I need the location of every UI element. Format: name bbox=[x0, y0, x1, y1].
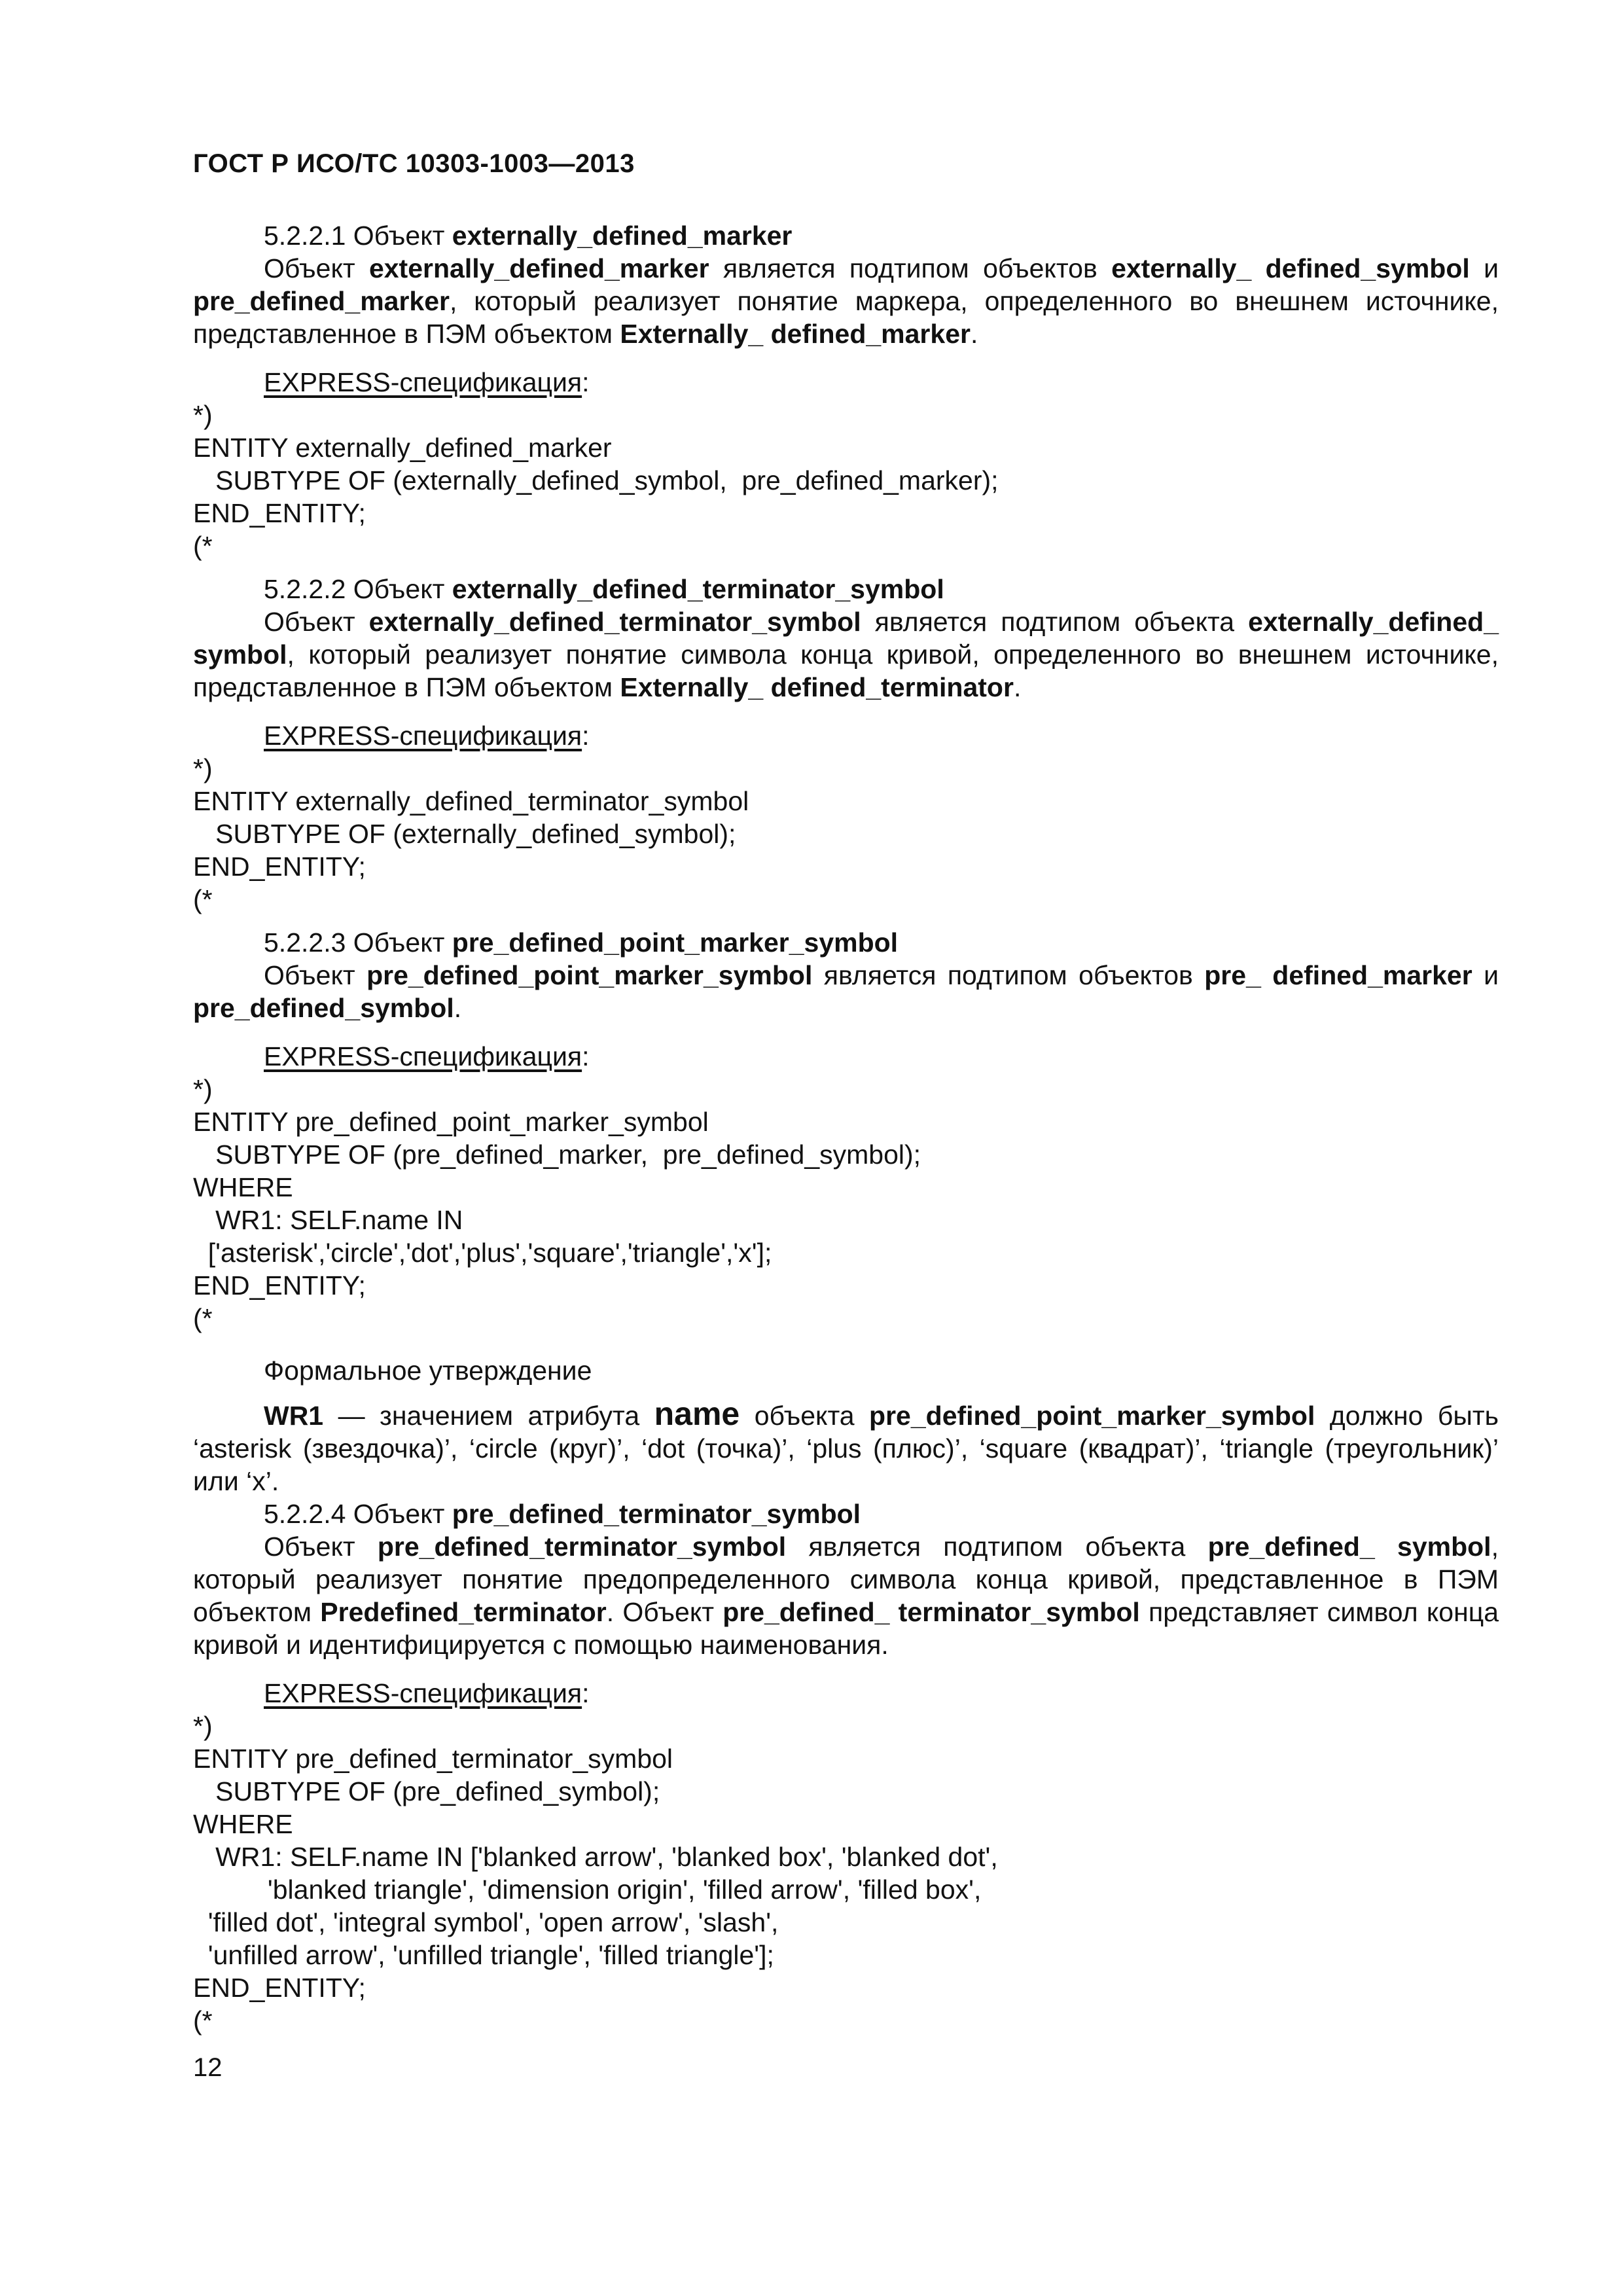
express-code-block: *) ENTITY externally_defined_terminator_symbol SUBTYPE OF (externally_defined_symbol); END_ENTITY; (* bbox=[193, 753, 749, 914]
entity-ref: pre_defined_terminator_symbol bbox=[377, 1532, 787, 1562]
formal-rule-paragraph bbox=[193, 1397, 1499, 1498]
express-label-text: EXPRESS-спецификация bbox=[264, 1041, 582, 1071]
text-run: , который реализует понятие предопределенного символа конца кривой, представленное в ПЭМ объектом bbox=[193, 1532, 1499, 1627]
heading-number: 5.2.2.4 Объект bbox=[264, 1499, 452, 1529]
label-colon: : bbox=[582, 1678, 590, 1708]
entity-ref: Predefined_terminator bbox=[320, 1597, 607, 1627]
heading-entity-name: externally_defined_marker bbox=[452, 221, 793, 251]
heading-number: 5.2.2.1 Объект bbox=[264, 221, 452, 251]
heading-entity-name: pre_defined_point_marker_symbol bbox=[452, 927, 899, 958]
section-heading-5-2-2-3 bbox=[193, 926, 1499, 959]
entity-ref: Externally_ defined_marker bbox=[620, 319, 971, 349]
express-spec-label bbox=[193, 1040, 1499, 1073]
heading-entity-name: externally_defined_terminator_symbol bbox=[452, 574, 944, 604]
express-code-block: *) ENTITY pre_defined_terminator_symbol SUBTYPE OF (pre_defined_symbol); WHERE WR1: SELF.name IN ['blanked arrow', 'blanked box', 'blanked dot', 'blanked triangle', 'dimension origin', 'filled arrow', 'filled box', 'filled dot', 'integral symbol', 'open arrow', 'slash', 'unfilled arrow', 'unfilled triangle', 'filled triangle']; END_ENTITY; (* bbox=[193, 1711, 998, 2036]
entity-ref: pre_defined_marker bbox=[193, 286, 450, 316]
express-spec-label bbox=[193, 366, 1499, 399]
entity-ref: pre_defined_ symbol bbox=[1207, 1532, 1491, 1562]
document-code-header: ГОСТ Р ИСО/ТС 10303-1003—2013 bbox=[193, 149, 635, 178]
text-run: и bbox=[1469, 253, 1499, 283]
page-content bbox=[193, 219, 1499, 2037]
express-label-text: EXPRESS-спецификация bbox=[264, 1678, 582, 1708]
text-run: является подтипом объекта bbox=[786, 1532, 1208, 1562]
text-run: является подтипом объектов bbox=[709, 253, 1112, 283]
entity-ref: pre_defined_ terminator_symbol bbox=[722, 1597, 1140, 1627]
heading-number: 5.2.2.3 Объект bbox=[264, 927, 452, 958]
entity-ref: externally_defined_marker bbox=[368, 253, 709, 283]
label-colon: : bbox=[582, 1041, 590, 1071]
text-run: Объект bbox=[264, 607, 369, 637]
page-number: 12 bbox=[193, 2053, 223, 2082]
text-run: . Объект bbox=[606, 1597, 723, 1627]
express-code-block: *) ENTITY externally_defined_marker SUBTYPE OF (externally_defined_symbol, pre_defined_marker); END_ENTITY; (* bbox=[193, 400, 999, 561]
text-run: должно быть ‘asterisk (звездочка)’, ‘circle (круг)’, ‘dot (точка)’, ‘plus (плюс)’, ‘square (квадрат)’, ‘triangle (треугольник)’ или ‘x’. bbox=[193, 1401, 1499, 1496]
text-run: представляет символ конца кривой и идентифицируется с помощью наименования. bbox=[193, 1597, 1499, 1660]
entity-ref: pre_defined_point_marker_symbol bbox=[869, 1401, 1315, 1431]
text-run: . bbox=[970, 319, 978, 349]
text-run: . bbox=[454, 993, 462, 1023]
section-heading-5-2-2-4 bbox=[193, 1498, 1499, 1530]
text-run: объекта bbox=[740, 1401, 870, 1431]
text-run: — значением атрибута bbox=[323, 1401, 654, 1431]
text-run: Объект bbox=[264, 1532, 378, 1562]
express-label-text: EXPRESS-спецификация bbox=[264, 367, 582, 397]
heading-entity-name: pre_defined_terminator_symbol bbox=[452, 1499, 861, 1529]
text-run: и bbox=[1472, 960, 1499, 990]
entity-ref: Externally_ defined_terminator bbox=[620, 672, 1014, 702]
section-paragraph bbox=[193, 252, 1499, 350]
section-heading-5-2-2-1 bbox=[193, 219, 1499, 252]
text-run: Объект bbox=[264, 253, 369, 283]
heading-number: 5.2.2.2 Объект bbox=[264, 574, 452, 604]
text-run: является подтипом объектов bbox=[812, 960, 1205, 990]
section-paragraph bbox=[193, 605, 1499, 704]
entity-ref: externally_ defined_symbol bbox=[1111, 253, 1470, 283]
express-spec-label bbox=[193, 1677, 1499, 1710]
rule-label: WR1 bbox=[264, 1401, 324, 1431]
label-colon: : bbox=[582, 367, 590, 397]
express-label-text: EXPRESS-спецификация bbox=[264, 721, 582, 751]
entity-ref: pre_ defined_marker bbox=[1204, 960, 1472, 990]
attribute-name: name bbox=[654, 1395, 740, 1432]
express-code-block: *) ENTITY pre_defined_point_marker_symbol SUBTYPE OF (pre_defined_marker, pre_defined_symbol); WHERE WR1: SELF.name IN ['asterisk','circle','dot','plus','square','triangle','x']; END_ENTITY; (* bbox=[193, 1074, 921, 1333]
entity-ref: pre_defined_point_marker_symbol bbox=[366, 960, 813, 990]
express-spec-label bbox=[193, 719, 1499, 752]
text-run: является подтипом объекта bbox=[861, 607, 1249, 637]
text-run: Объект bbox=[264, 960, 367, 990]
text-run: , который реализует понятие маркера, определенного во внешнем источнике, представленное в ПЭМ объектом bbox=[193, 286, 1499, 349]
section-paragraph bbox=[193, 959, 1499, 1024]
entity-ref: externally_defined_terminator_symbol bbox=[368, 607, 861, 637]
section-paragraph bbox=[193, 1530, 1499, 1661]
formal-statement-heading: Формальное утверждение bbox=[264, 1355, 592, 1386]
text-run: , который реализует понятие символа конца кривой, определенного во внешнем источнике, представленное в ПЭМ объектом bbox=[193, 639, 1499, 702]
entity-ref: externally_defined_ symbol bbox=[193, 607, 1499, 670]
text-run: . bbox=[1013, 672, 1022, 702]
label-colon: : bbox=[582, 721, 590, 751]
section-heading-5-2-2-2 bbox=[193, 573, 1499, 605]
entity-ref: pre_defined_symbol bbox=[193, 993, 454, 1023]
